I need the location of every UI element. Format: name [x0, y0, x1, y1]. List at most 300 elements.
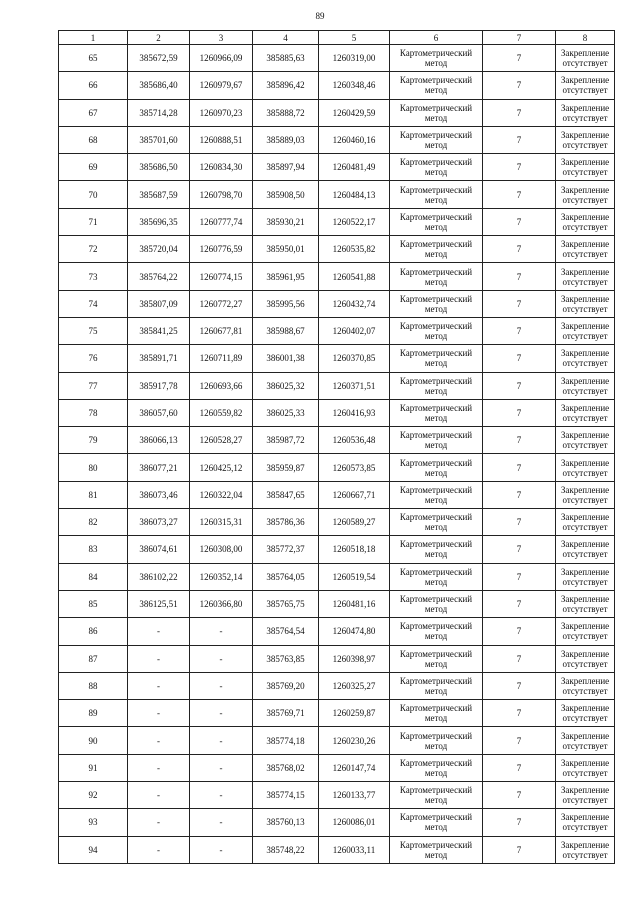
cell-text-line: отсутствует	[562, 413, 608, 423]
table-cell: 385701,60	[128, 126, 190, 153]
table-cell: 1260522,17	[319, 208, 390, 235]
cell-text-line: Картометрический	[399, 594, 473, 605]
table-cell: 69	[59, 154, 128, 181]
table-cell: 7	[483, 72, 556, 99]
table-cell	[556, 782, 615, 809]
cell-text-line: метод	[424, 767, 448, 778]
table-cell	[556, 590, 615, 617]
table-cell	[556, 672, 615, 699]
cell-text-line: метод	[424, 522, 448, 533]
table-cell	[390, 427, 483, 454]
table-row	[59, 317, 615, 344]
cell-text-line: метод	[424, 740, 448, 751]
table-cell	[556, 399, 615, 426]
cell-text-line: Закрепление	[560, 375, 610, 386]
cell-text-line: Закрепление	[560, 785, 610, 796]
table-cell: 82	[59, 509, 128, 536]
table-row	[59, 427, 615, 454]
table-cell: 71	[59, 208, 128, 235]
cell-text-line: метод	[424, 249, 448, 260]
cell-text-line: Картометрический	[399, 102, 473, 113]
cell-text-line: Картометрический	[399, 157, 473, 168]
cell-text-line: Закрепление	[560, 102, 610, 113]
table-row	[59, 509, 615, 536]
cell-text-line: метод	[424, 167, 448, 178]
table-cell	[556, 290, 615, 317]
table-cell: -	[190, 727, 253, 754]
cell-text-line: Закрепление	[560, 293, 610, 304]
column-header: 6	[390, 31, 483, 45]
table-cell: 385786,36	[253, 509, 319, 536]
cell-text-line: Картометрический	[399, 703, 473, 714]
table-cell	[390, 154, 483, 181]
table-cell: 385772,37	[253, 536, 319, 563]
cell-text-line: Картометрический	[399, 566, 473, 577]
cell-text-line: отсутствует	[562, 194, 608, 205]
table-cell: 385769,71	[253, 700, 319, 727]
table-cell	[390, 727, 483, 754]
cell-text-line: метод	[424, 467, 448, 478]
table-cell: 7	[483, 427, 556, 454]
cell-text-line: метод	[424, 549, 448, 560]
table-cell: 1260481,49	[319, 154, 390, 181]
cell-text-line: отсутствует	[562, 604, 608, 615]
table-cell: 1260315,31	[190, 509, 253, 536]
table-row	[59, 99, 615, 126]
table-cell: 385891,71	[128, 345, 190, 372]
table-cell: 385748,22	[253, 836, 319, 863]
table-cell	[390, 536, 483, 563]
cell-text-line: Картометрический	[399, 757, 473, 768]
cell-text-line: отсутствует	[562, 522, 608, 533]
table-cell	[556, 99, 615, 126]
table-cell: 385896,42	[253, 72, 319, 99]
cell-text-line: Закрепление	[560, 184, 610, 195]
table-cell: 1260432,74	[319, 290, 390, 317]
table-cell: 1260481,16	[319, 590, 390, 617]
table-cell: 7	[483, 181, 556, 208]
table-cell: 7	[483, 727, 556, 754]
table-cell: 385897,94	[253, 154, 319, 181]
table-cell: 386001,38	[253, 345, 319, 372]
table-cell	[556, 754, 615, 781]
table-cell: 74	[59, 290, 128, 317]
table-cell	[556, 454, 615, 481]
table-cell: 1260308,00	[190, 536, 253, 563]
table-cell	[390, 126, 483, 153]
table-cell: 385760,13	[253, 809, 319, 836]
cell-text-line: Закрепление	[560, 211, 610, 222]
table-cell: 385768,02	[253, 754, 319, 781]
table-cell: 385774,18	[253, 727, 319, 754]
cell-text-line: Закрепление	[560, 703, 610, 714]
table-cell	[390, 590, 483, 617]
cell-text-line: отсутствует	[562, 658, 608, 669]
table-cell: -	[128, 618, 190, 645]
table-cell: 1260425,12	[190, 454, 253, 481]
table-cell: 385686,50	[128, 154, 190, 181]
cell-text-line: отсутствует	[562, 795, 608, 806]
cell-text-line: Картометрический	[399, 539, 473, 550]
table-cell: 7	[483, 536, 556, 563]
table-cell: 94	[59, 836, 128, 863]
table-cell	[390, 481, 483, 508]
coordinates-table	[58, 30, 615, 864]
cell-text-line: Закрепление	[560, 839, 610, 850]
table-cell: 89	[59, 700, 128, 727]
table-cell	[556, 263, 615, 290]
cell-text-line: Картометрический	[399, 839, 473, 850]
table-cell: 386057,60	[128, 399, 190, 426]
cell-text-line: Закрепление	[560, 266, 610, 277]
cell-text-line: метод	[424, 631, 448, 642]
cell-text-line: метод	[424, 822, 448, 833]
cell-text-line: Картометрический	[399, 430, 473, 441]
table-cell: 7	[483, 672, 556, 699]
table-cell	[556, 836, 615, 863]
table-cell: 85	[59, 590, 128, 617]
cell-text-line: метод	[424, 713, 448, 724]
cell-text-line: отсутствует	[562, 740, 608, 751]
cell-text-line: Закрепление	[560, 512, 610, 523]
table-cell	[556, 126, 615, 153]
table-cell: 1260366,80	[190, 590, 253, 617]
cell-text-line: Закрепление	[560, 675, 610, 686]
table-cell: 385774,15	[253, 782, 319, 809]
table-row	[59, 700, 615, 727]
table-cell: 75	[59, 317, 128, 344]
table-cell: 1260966,09	[190, 45, 253, 72]
table-cell: 385720,04	[128, 236, 190, 263]
table-cell: 7	[483, 126, 556, 153]
table-cell: 79	[59, 427, 128, 454]
table-cell: 386074,61	[128, 536, 190, 563]
cell-text-line: Картометрический	[399, 348, 473, 359]
cell-text-line: Закрепление	[560, 321, 610, 332]
cell-text-line: отсутствует	[562, 822, 608, 833]
table-cell: 7	[483, 45, 556, 72]
table-cell: -	[190, 618, 253, 645]
table-cell: 1260348,46	[319, 72, 390, 99]
table-cell: 1260429,59	[319, 99, 390, 126]
cell-text-line: отсутствует	[562, 249, 608, 260]
table-cell: -	[128, 836, 190, 863]
cell-text-line: Закрепление	[560, 403, 610, 413]
table-cell: -	[190, 645, 253, 672]
table-cell	[390, 754, 483, 781]
column-header: 7	[483, 31, 556, 45]
cell-text-line: метод	[424, 385, 448, 396]
table-cell	[390, 809, 483, 836]
table-cell: 78	[59, 399, 128, 426]
cell-text-line: метод	[424, 413, 448, 423]
cell-text-line: Закрепление	[560, 812, 610, 823]
table-cell: 1260474,80	[319, 618, 390, 645]
column-header: 8	[556, 31, 615, 45]
column-header: 4	[253, 31, 319, 45]
table-cell: 1260798,70	[190, 181, 253, 208]
table-cell: 1260402,07	[319, 317, 390, 344]
table-cell: 1260519,54	[319, 563, 390, 590]
cell-text-line: отсутствует	[562, 549, 608, 560]
table-row	[59, 481, 615, 508]
table-row	[59, 208, 615, 235]
table-cell: 385885,63	[253, 45, 319, 72]
table-row	[59, 72, 615, 99]
table-cell	[556, 72, 615, 99]
table-cell: 7	[483, 563, 556, 590]
table-cell: -	[190, 754, 253, 781]
table-cell: 1260484,13	[319, 181, 390, 208]
table-cell	[556, 700, 615, 727]
table-cell: 385930,21	[253, 208, 319, 235]
table-cell: 7	[483, 236, 556, 263]
table-cell	[390, 72, 483, 99]
cell-text-line: Картометрический	[399, 75, 473, 86]
table-cell	[390, 290, 483, 317]
table-cell: 385888,72	[253, 99, 319, 126]
cell-text-line: метод	[424, 576, 448, 587]
table-cell	[556, 317, 615, 344]
table-cell: 1260711,89	[190, 345, 253, 372]
cell-text-line: отсутствует	[562, 167, 608, 178]
table-cell	[390, 836, 483, 863]
table-cell	[390, 99, 483, 126]
table-cell: 1260559,82	[190, 399, 253, 426]
table-cell: 1260352,14	[190, 563, 253, 590]
table-cell: -	[128, 809, 190, 836]
table-cell	[390, 563, 483, 590]
table-cell	[390, 782, 483, 809]
cell-text-line: метод	[424, 795, 448, 806]
table-cell: 67	[59, 99, 128, 126]
table-cell: 385714,28	[128, 99, 190, 126]
table-cell	[556, 181, 615, 208]
table-cell	[390, 645, 483, 672]
cell-text-line: метод	[424, 331, 448, 342]
table-cell: 385686,40	[128, 72, 190, 99]
cell-text-line: отсутствует	[562, 713, 608, 724]
table-cell: 1260541,88	[319, 263, 390, 290]
cell-text-line: Картометрический	[399, 512, 473, 523]
table-cell: 70	[59, 181, 128, 208]
table-cell	[390, 509, 483, 536]
cell-text-line: Закрепление	[560, 621, 610, 632]
cell-text-line: отсутствует	[562, 85, 608, 96]
table-cell: 385908,50	[253, 181, 319, 208]
column-header: 1	[59, 31, 128, 45]
cell-text-line: метод	[424, 849, 448, 860]
table-cell: 1260677,81	[190, 317, 253, 344]
table-cell: 385841,25	[128, 317, 190, 344]
table-cell: 7	[483, 590, 556, 617]
table-cell: -	[128, 754, 190, 781]
table-row	[59, 563, 615, 590]
table-cell: 88	[59, 672, 128, 699]
table-cell: -	[190, 782, 253, 809]
table-cell: 7	[483, 754, 556, 781]
table-cell: 1260416,93	[319, 399, 390, 426]
table-cell	[556, 154, 615, 181]
table-cell	[556, 345, 615, 372]
table-cell	[556, 536, 615, 563]
cell-text-line: отсутствует	[562, 331, 608, 342]
table-cell: 385764,05	[253, 563, 319, 590]
cell-text-line: Картометрический	[399, 48, 473, 59]
cell-text-line: метод	[424, 58, 448, 69]
cell-text-line: отсутствует	[562, 358, 608, 369]
cell-text-line: метод	[424, 440, 448, 451]
table-cell: 86	[59, 618, 128, 645]
cell-text-line: Закрепление	[560, 239, 610, 250]
table-cell	[556, 45, 615, 72]
table-cell: 7	[483, 700, 556, 727]
table-cell: -	[190, 672, 253, 699]
table-cell: 80	[59, 454, 128, 481]
cell-text-line: отсутствует	[562, 221, 608, 232]
table-cell	[390, 372, 483, 399]
table-cell: 84	[59, 563, 128, 590]
page-number: 89	[315, 11, 325, 21]
table-cell	[390, 181, 483, 208]
table-cell: -	[128, 672, 190, 699]
table-cell: 385847,65	[253, 481, 319, 508]
table-cell	[390, 454, 483, 481]
cell-text-line: Закрепление	[560, 730, 610, 741]
table-cell: 72	[59, 236, 128, 263]
table-cell: 1260589,27	[319, 509, 390, 536]
table-cell: 385696,35	[128, 208, 190, 235]
column-header: 3	[190, 31, 253, 45]
table-cell: 386066,13	[128, 427, 190, 454]
table-row	[59, 782, 615, 809]
table-cell: 385917,78	[128, 372, 190, 399]
table-cell: 386102,22	[128, 563, 190, 590]
cell-text-line: отсутствует	[562, 631, 608, 642]
table-cell	[390, 263, 483, 290]
cell-text-line: метод	[424, 604, 448, 615]
cell-text-line: Закрепление	[560, 48, 610, 59]
table-cell: 7	[483, 263, 556, 290]
table-cell: 90	[59, 727, 128, 754]
table-cell: -	[128, 645, 190, 672]
table-row	[59, 45, 615, 72]
cell-text-line: отсутствует	[562, 303, 608, 314]
cell-text-line: Закрепление	[560, 566, 610, 577]
table-cell	[556, 645, 615, 672]
table-row	[59, 263, 615, 290]
table-cell: -	[190, 700, 253, 727]
cell-text-line: Закрепление	[560, 430, 610, 441]
table-cell	[390, 672, 483, 699]
cell-text-line: метод	[424, 221, 448, 232]
table-cell: -	[190, 809, 253, 836]
cell-text-line: отсутствует	[562, 767, 608, 778]
table-cell: 385765,75	[253, 590, 319, 617]
table-cell: 83	[59, 536, 128, 563]
table-cell: 385672,59	[128, 45, 190, 72]
cell-text-line: Картометрический	[399, 321, 473, 332]
table-cell: 65	[59, 45, 128, 72]
table-cell	[556, 236, 615, 263]
table-cell: 385769,20	[253, 672, 319, 699]
table-row	[59, 618, 615, 645]
table-cell: 73	[59, 263, 128, 290]
table-cell: 7	[483, 290, 556, 317]
table-cell: 7	[483, 154, 556, 181]
table-cell: 1260259,87	[319, 700, 390, 727]
table-cell: 7	[483, 208, 556, 235]
cell-text-line: Картометрический	[399, 239, 473, 250]
table-row	[59, 454, 615, 481]
table-cell: 386073,27	[128, 509, 190, 536]
cell-text-line: отсутствует	[562, 494, 608, 505]
cell-text-line: Закрепление	[560, 648, 610, 659]
cell-text-line: отсутствует	[562, 58, 608, 69]
table-row	[59, 590, 615, 617]
table-cell: 1260777,74	[190, 208, 253, 235]
cell-text-line: Картометрический	[399, 675, 473, 686]
table-cell	[390, 45, 483, 72]
table-cell: -	[128, 782, 190, 809]
table-cell: 1260535,82	[319, 236, 390, 263]
cell-text-line: Закрепление	[560, 130, 610, 141]
table-cell: 1260147,74	[319, 754, 390, 781]
cell-text-line: метод	[424, 85, 448, 96]
table-cell: 7	[483, 836, 556, 863]
table-cell: 1260230,26	[319, 727, 390, 754]
table-cell: 66	[59, 72, 128, 99]
table-cell: 7	[483, 454, 556, 481]
cell-text-line: Картометрический	[399, 785, 473, 796]
table-cell: 7	[483, 509, 556, 536]
table-row	[59, 372, 615, 399]
cell-text-line: отсутствует	[562, 467, 608, 478]
cell-text-line: Картометрический	[399, 403, 473, 413]
table-cell: 1260398,97	[319, 645, 390, 672]
table-cell: 386077,21	[128, 454, 190, 481]
table-cell	[556, 809, 615, 836]
table-cell: 385959,87	[253, 454, 319, 481]
table-cell	[556, 509, 615, 536]
cell-text-line: отсутствует	[562, 685, 608, 696]
table-cell: 7	[483, 317, 556, 344]
table-cell	[390, 236, 483, 263]
cell-text-line: метод	[424, 112, 448, 123]
table-cell: 386125,51	[128, 590, 190, 617]
table-cell: 1260086,01	[319, 809, 390, 836]
table-cell: 7	[483, 645, 556, 672]
cell-text-line: Закрепление	[560, 348, 610, 359]
cell-text-line: Картометрический	[399, 484, 473, 495]
table-cell: 81	[59, 481, 128, 508]
table-cell: 92	[59, 782, 128, 809]
table-cell: 385807,09	[128, 290, 190, 317]
table-cell: 77	[59, 372, 128, 399]
table-cell: 1260979,67	[190, 72, 253, 99]
table-cell: -	[190, 836, 253, 863]
cell-text-line: Закрепление	[560, 484, 610, 495]
table-cell	[390, 317, 483, 344]
table-row	[59, 126, 615, 153]
table-cell	[390, 700, 483, 727]
column-header: 2	[128, 31, 190, 45]
table-cell: 1260693,66	[190, 372, 253, 399]
table-cell: 1260460,16	[319, 126, 390, 153]
table-cell: 386025,33	[253, 399, 319, 426]
table-cell	[556, 427, 615, 454]
table-cell: 7	[483, 618, 556, 645]
